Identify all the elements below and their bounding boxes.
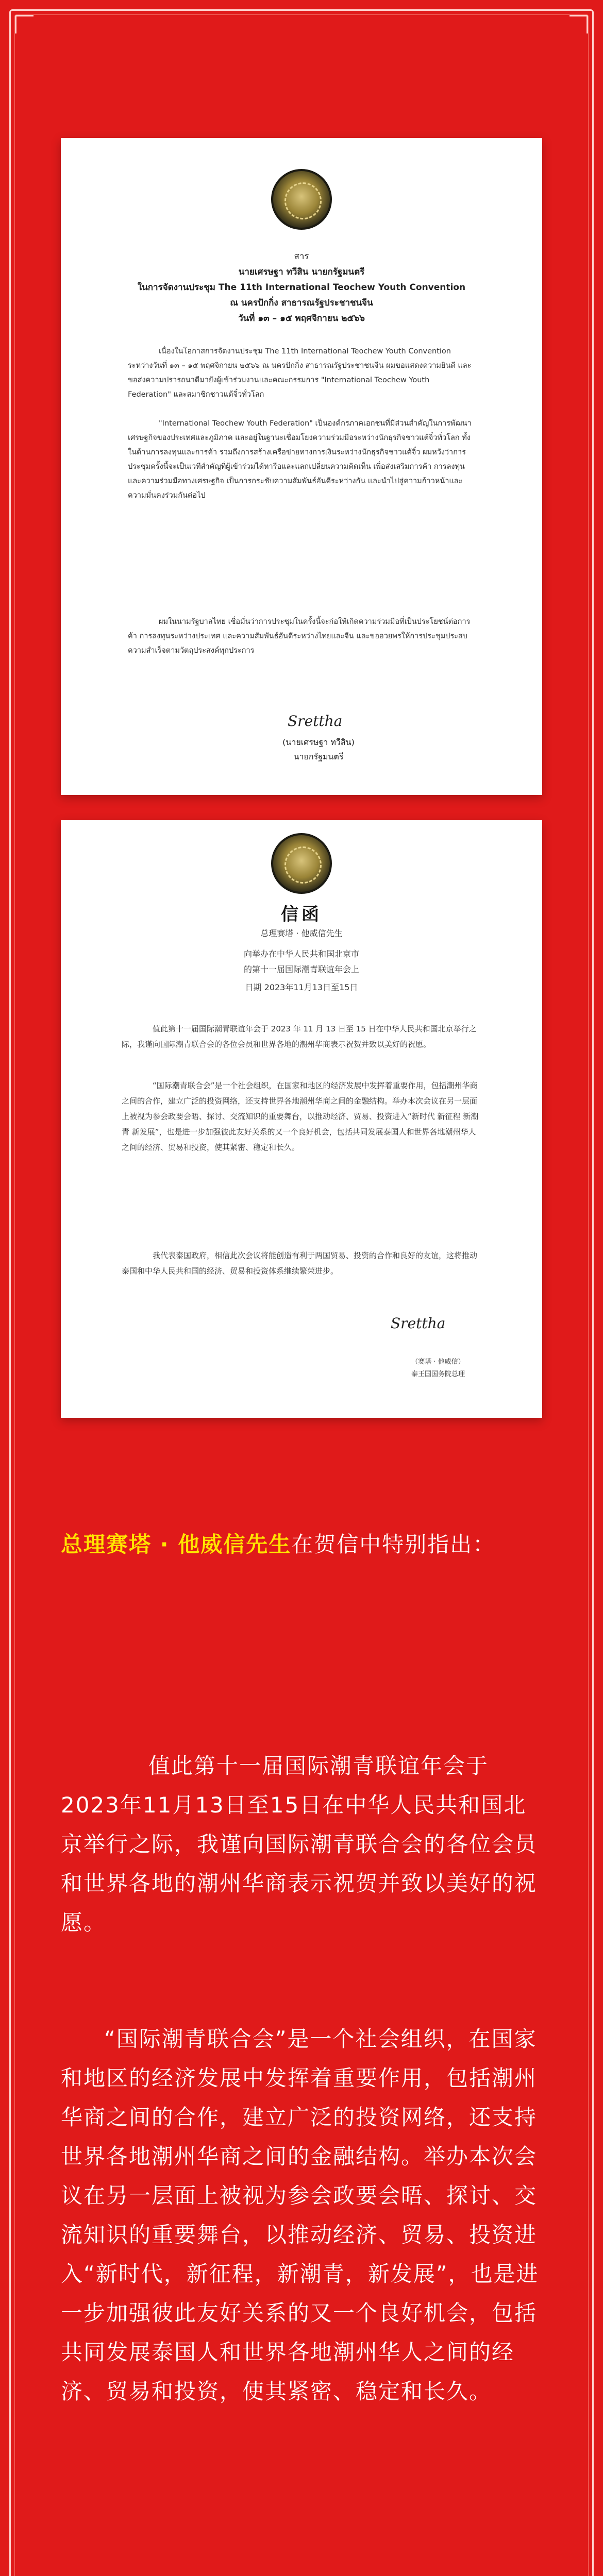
chinese-paragraph-3: 我代表泰国政府，相信此次会议将能创造有利于两国贸易、投资的合作和良好的友谊，这将推动泰国和中华人民共和国的经济、贸易和投资体系继续繁荣进步。 <box>122 1251 478 1276</box>
thai-salutation: สาร <box>294 251 309 262</box>
chinese-signature-title: 泰王国国务院总理 <box>411 1370 465 1378</box>
thai-paragraph-1: เนื่องในโอกาสการจัดงานประชุม The 11th International Teochew Youth Convention ระหว่างวันที่ ๑๓ – ๑๕ พฤศจิกายน ๒๕๖๖ ณ นครปักกิ่ง สาธารณรัฐประชาชนจีน ผมขอแสดงความยินดี และขอส่งความปรารถนาดีมายังผู้เข้าร่วมงานและคณะกรรมการ "International Teochew Youth Federation" และสมาชิกชาวแต้จิ๋วทั่วโลก <box>128 347 472 399</box>
thai-paragraph-2: "International Teochew Youth Federation" เป็นองค์กรภาคเอกชนที่มีส่วนสำคัญในการพัฒนาเศรษฐกิจของประเทศและภูมิภาค และอยู่ในฐานะเชื่อมโยงความร่วมมือระหว่างนักธุรกิจชาวแต้จิ๋วทั่วโลก ทั้งในด้านการลงทุนและการค้า รวมถึงการสร้างเครือข่ายทางการเงินระหว่างนักธุรกิจชาวแต้จิ๋ว ผมหวังว่าการประชุมครั้งนี้จะเป็นเวทีสำคัญที่ผู้เข้าร่วมได้หารือและแลกเปลี่ยนความคิดเห็น เพื่อส่งเสริมการค้า การลงทุน และความร่วมมือทางเศรษฐกิจ เป็นการกระชับความสัมพันธ์อันดีระหว่างกัน และนำไปสู่ความก้าวหน้าและความมั่นคงร่วมกันต่อไป <box>128 419 472 500</box>
chinese-paragraph-1: 值此第十一届国际潮青联谊年会于 2023 年 11 月 13 日至 15 日在中华人民共和国北京举行之际，我谨向国际潮青联合会的各位会员和世界各地的潮州华商表示祝贺并致以美好的祝愿。 <box>122 1024 477 1049</box>
thai-venue-line: ณ นครปักกิ่ง สาธารณรัฐประชาชนจีน <box>230 298 373 308</box>
chinese-signature-name: （赛塔 · 他威信） <box>411 1358 465 1366</box>
chinese-date-line: 日期 2023年11月13日至15日 <box>245 982 358 992</box>
government-emblem-icon <box>271 169 332 230</box>
chinese-to-line-2: 的第十一届国际潮青联谊年会上 <box>243 964 359 974</box>
thai-signature-title: นายกรัฐมนตรี <box>293 752 344 761</box>
thai-paragraph-3: ผมในนามรัฐบาลไทย เชื่อมั่นว่าการประชุมในครั้งนี้จะก่อให้เกิดความร่วมมือที่เป็นประโยชน์ต่อการค้า การลงทุนระหว่างประเทศ และความสัมพันธ์อันดีระหว่างไทยและจีน และขออวยพรให้การประชุมประสบความสำเร็จตามวัตถุประสงค์ทุกประการ <box>128 618 471 655</box>
chinese-to-line-1: 向举办在中华人民共和国北京市 <box>243 949 359 959</box>
thai-letter-card <box>61 138 542 795</box>
intro-text <box>61 1525 542 1564</box>
thai-from-line: นายเศรษฐา ทวีสิน นายกรัฐมนตรี <box>238 267 365 277</box>
body-paragraph-2: “国际潮青联合会”是一个社会组织，在国家和地区的经济发展中发挥着重要作用，包括潮州华商之间的合作，建立广泛的投资网络，还支持世界各地潮州华商之间的金融结构。举办本次会议在另一层面上被视为参会政要会晤、探讨、交流知识的重要舞台，以推动经济、贸易、投资进入“新时代，新征程，新潮青，新发展”，也是进一步加强彼此友好关系的又一个良好机会，包括共同发展泰国人和世界各地潮州华人之间的经济、贸易和投资，使其紧密、稳定和长久。 <box>61 2026 539 2404</box>
chinese-letter-title: 信函 <box>281 904 322 925</box>
chinese-from-line: 总理赛塔 · 他威信先生 <box>260 928 343 938</box>
chinese-signature: Srettha <box>391 1315 446 1332</box>
chinese-signature-block <box>411 1356 465 1381</box>
thai-date-line: วันที่ ๑๓ – ๑๕ พฤศจิกายน ๒๕๖๖ <box>238 313 365 324</box>
chinese-letter-card <box>61 820 542 1418</box>
thai-occasion-line: ในการจัดงานประชุม The 11th International Teochew Youth Convention <box>137 282 466 293</box>
intro-highlight: 总理赛塔 · 他威信先生 <box>61 1532 292 1557</box>
thai-signature: Srettha <box>288 713 343 730</box>
chinese-paragraph-2: “国际潮青联合会”是一个社会组织，在国家和地区的经济发展中发挥着重要作用，包括潮州华商之间的合作，建立广泛的投资网络，还支持世界各地潮州华商之间的金融结构。举办本次会议在另一层面上被视为参会政要会晤、探讨、交流知识的重要舞台，以推动经济、贸易、投资进入“新时代 新征程 新潮青 新发展”，也是进一步加强彼此友好关系的又一个良好机会，包括共同发展泰国人和世界各地潮州华人之间的经济、贸易和投资，使其紧密、稳定和长久。 <box>122 1081 479 1152</box>
intro-rest: 在贺信中特别指出： <box>291 1532 496 1557</box>
body-paragraph-1: 值此第十一届国际潮青联谊年会于2023年11月13日至15日在中华人民共和国北京举行之际，我谨向国际潮青联合会的各位会员和世界各地的潮州华商表示祝贺并致以美好的祝愿。 <box>61 1753 538 1935</box>
body-paragraph-3 <box>61 2571 542 2576</box>
thai-signature-name: (นายเศรษฐา ทวีสิน) <box>282 737 355 747</box>
government-emblem-icon <box>271 833 332 894</box>
